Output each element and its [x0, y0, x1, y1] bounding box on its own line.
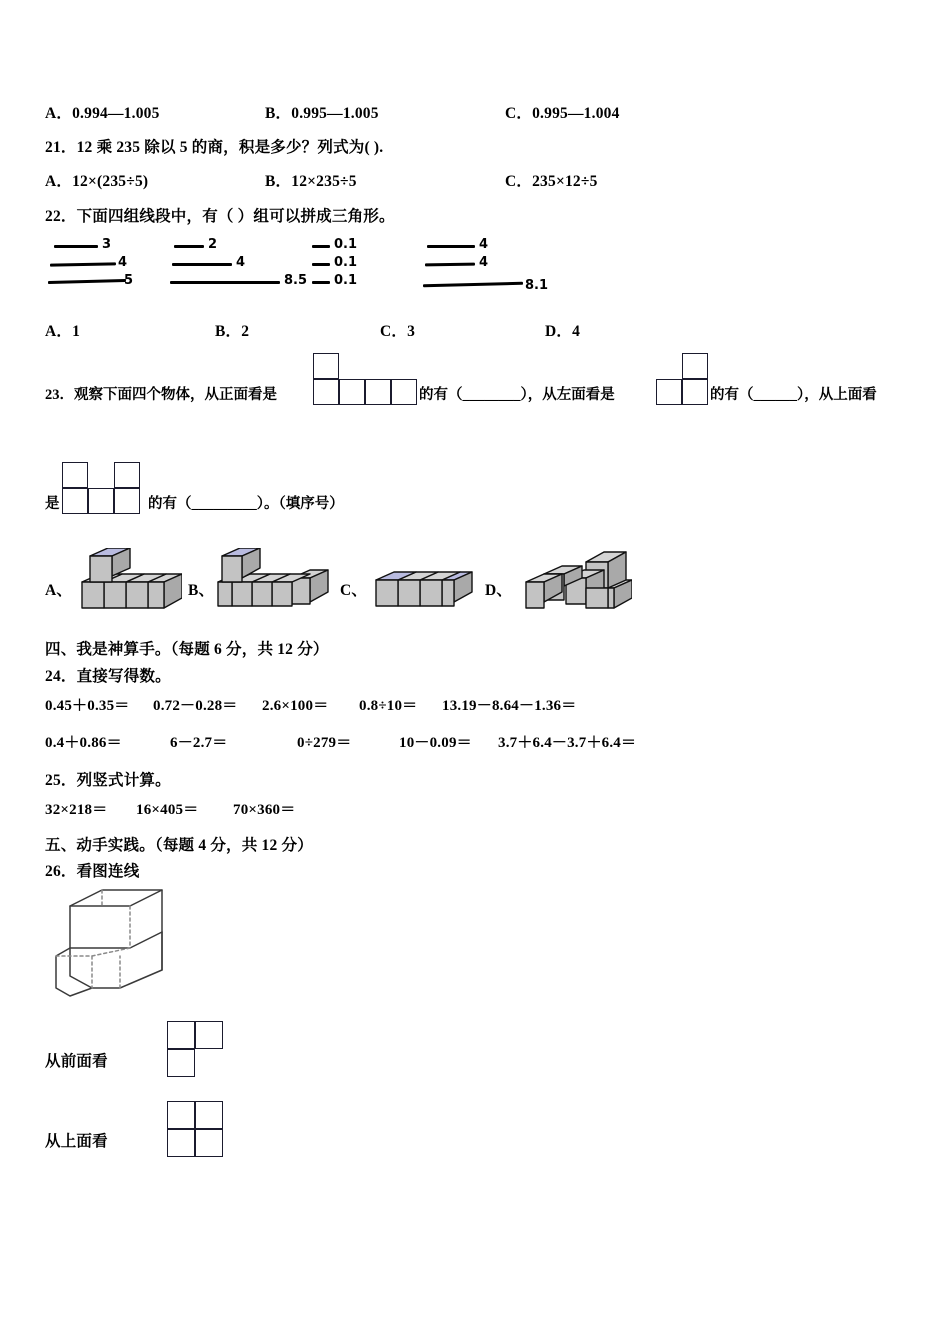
q24-item: 6－2.7＝ — [170, 735, 228, 751]
q20-option-a: A．0.994—1.005 — [45, 105, 160, 122]
q22-segment-group-3 — [310, 238, 420, 294]
grid-cell — [62, 462, 88, 488]
segment-label: 4 — [118, 255, 128, 270]
q25-item: 32×218＝ — [45, 802, 108, 818]
grid-cell — [195, 1129, 223, 1157]
q22-option-d: D．4 — [545, 323, 581, 340]
q21-option-a: A．12×(235÷5) — [45, 173, 149, 190]
grid-cell — [167, 1021, 195, 1049]
q24-item: 0.45＋0.35＝ — [45, 698, 130, 714]
segment-label: 4 — [236, 255, 246, 270]
grid-cell — [313, 353, 339, 379]
q22-stem: 22．下面四组线段中，有（ ）组可以拼成三角形。 — [45, 208, 395, 225]
q23-stem-part5: 的有（_________）。（填序号） — [148, 496, 344, 512]
grid-cell — [167, 1101, 195, 1129]
q23-choice-label-b: B、 — [188, 582, 215, 599]
q23-choice-label-a: A、 — [45, 582, 73, 599]
q25-item: 16×405＝ — [136, 802, 199, 818]
q24-title: 24．直接写得数。 — [45, 668, 171, 685]
q23-stem-part3: 的有（______），从上面看 — [710, 387, 877, 403]
grid-cell — [682, 379, 708, 405]
grid-cell — [195, 1021, 223, 1049]
q23-side-view-shape — [656, 353, 708, 405]
q20-option-b: B．0.995—1.005 — [265, 105, 379, 122]
q24-item: 0÷279＝ — [297, 735, 352, 751]
q23-choice-label-c: C、 — [340, 582, 368, 599]
grid-cell — [88, 488, 114, 514]
segment-bar — [50, 262, 116, 267]
q24-item: 0.4＋0.86＝ — [45, 735, 122, 751]
grid-cell — [114, 488, 140, 514]
grid-cell — [167, 1129, 195, 1157]
q24-item: 13.19－8.64－1.36＝ — [442, 698, 577, 714]
grid-cell — [167, 1049, 195, 1077]
q21-option-b: B．12×235÷5 — [265, 173, 357, 190]
q23-stem-part2: 的有（________），从左面看是 — [419, 387, 615, 403]
grid-cell — [195, 1101, 223, 1129]
segment-bar — [54, 245, 98, 248]
segment-label: 4 — [479, 237, 489, 252]
q25-title: 25．列竖式计算。 — [45, 772, 171, 789]
segment-bar — [172, 263, 232, 266]
q22-option-b: B．2 — [215, 323, 250, 340]
segment-bar — [312, 263, 330, 266]
q21-option-c: C．235×12÷5 — [505, 173, 598, 190]
q23-figure-c — [368, 560, 474, 618]
segment-bar — [174, 245, 204, 248]
segment-label: 0.1 — [334, 255, 358, 270]
q23-figure-b — [216, 548, 330, 620]
q23-figure-d — [520, 548, 632, 620]
q23-stem-part4: 是 — [45, 496, 60, 512]
grid-cell — [365, 379, 391, 405]
grid-cell — [114, 462, 140, 488]
segment-bar — [312, 245, 330, 248]
top-view-grid — [167, 1101, 223, 1157]
q22-option-a: A．1 — [45, 323, 81, 340]
q24-item: 0.8÷10＝ — [359, 698, 418, 714]
grid-cell — [62, 488, 88, 514]
front-view-label: 从前面看 — [45, 1053, 108, 1070]
segment-label: 3 — [102, 237, 112, 252]
segment-label: 4 — [479, 255, 489, 270]
segment-label: 2 — [208, 237, 218, 252]
top-view-label: 从上面看 — [45, 1133, 108, 1150]
q22-option-c: C．3 — [380, 323, 416, 340]
q24-item: 2.6×100＝ — [262, 698, 329, 714]
q22-segment-group-1 — [50, 238, 160, 294]
segment-label: 8.5 — [284, 273, 308, 288]
segment-label: 0.1 — [334, 273, 358, 288]
segment-bar — [423, 282, 523, 288]
grid-cell — [313, 379, 339, 405]
q21-stem: 21．12 乘 235 除以 5 的商，积是多少？列式为( ). — [45, 139, 384, 156]
q26-solid-wireframe — [52, 884, 172, 1005]
segment-bar — [170, 281, 280, 284]
q23-stem-part1: 23．观察下面四个物体，从正面看是 — [45, 387, 277, 403]
section-four-heading: 四、我是神算手。（每题 6 分，共 12 分） — [45, 641, 329, 658]
q23-front-view-shape — [313, 353, 417, 405]
front-view-grid — [167, 1021, 223, 1077]
grid-cell — [339, 379, 365, 405]
segment-label: 8.1 — [525, 278, 549, 293]
segment-label: 0.1 — [334, 237, 358, 252]
q24-item: 10－0.09＝ — [399, 735, 472, 751]
q25-item: 70×360＝ — [233, 802, 296, 818]
q22-segment-group-4 — [425, 238, 585, 294]
segment-label: 5 — [124, 273, 134, 288]
q20-option-c: C．0.995—1.004 — [505, 105, 620, 122]
section-five-heading: 五、动手实践。（每题 4 分，共 12 分） — [45, 837, 313, 854]
q23-figure-a — [72, 548, 182, 620]
segment-bar — [427, 245, 475, 248]
q22-segment-group-2 — [170, 238, 330, 294]
q26-title: 26．看图连线 — [45, 863, 140, 880]
q23-top-view-shape — [62, 462, 140, 514]
grid-cell — [656, 379, 682, 405]
grid-cell — [682, 353, 708, 379]
segment-bar — [48, 279, 126, 284]
q23-choice-label-d: D、 — [485, 582, 513, 599]
q24-item: 0.72－0.28＝ — [153, 698, 238, 714]
q24-item: 3.7＋6.4－3.7＋6.4＝ — [498, 735, 637, 751]
segment-bar — [312, 281, 330, 284]
grid-cell — [391, 379, 417, 405]
segment-bar — [425, 263, 475, 267]
